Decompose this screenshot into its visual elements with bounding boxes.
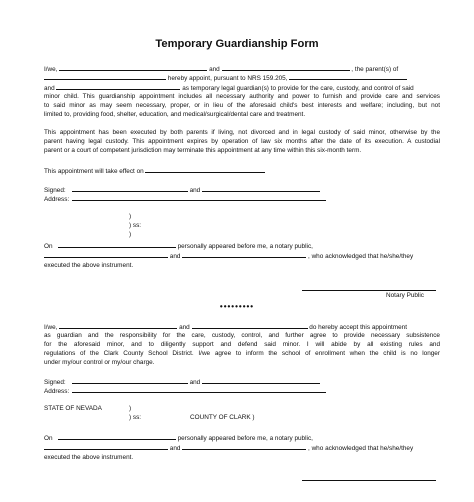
guardian-name-2-blank[interactable] [56, 83, 180, 90]
ss-paren-1: ) [129, 213, 132, 220]
and-label: and [189, 187, 201, 194]
county-label: COUNTY OF CLARK ) [190, 414, 255, 421]
guardian-name-1-blank[interactable] [289, 73, 407, 80]
address-line-1 [44, 194, 440, 204]
address-1-blank[interactable] [72, 194, 326, 201]
notary-names-line-2 [44, 443, 440, 453]
appearing-person-4-blank[interactable] [182, 443, 306, 450]
notary-on-line-2 [44, 433, 440, 443]
effective-date-blank[interactable] [145, 166, 265, 173]
notary-date-1-blank[interactable] [58, 241, 176, 248]
notary-public-label: Notary Public [386, 292, 425, 299]
executed-line-2: executed the above instrument. [44, 454, 134, 461]
and-label: and [169, 253, 181, 260]
notary-names-line-1 [44, 251, 440, 261]
executed-line-1: executed the above instrument. [44, 262, 134, 269]
notary-signature-line-2[interactable] [302, 480, 436, 481]
appearing-person-2-blank[interactable] [182, 251, 306, 258]
p1-line-6: limited to, providing food, shelter, education, and medical/surgical/dental care and treatment. [44, 111, 306, 118]
on-label: On [44, 243, 53, 250]
p1-line-5: to said minor as may seem necessary, proper, or in lieu of the aforesaid child's best interests and welfare; including, but not [44, 102, 440, 109]
notary-signature-line[interactable] [302, 290, 436, 291]
signed-label: Signed: [44, 379, 66, 386]
p1-line-4: minor child. This guardianship appointment includes all necessary authority and power to furnish and provide care and services [44, 93, 440, 100]
venue-paren: ) [129, 405, 132, 412]
and-label: and [189, 379, 201, 386]
notary-date-2-blank[interactable] [58, 433, 176, 440]
state-label: STATE OF NEVADA [44, 405, 102, 412]
address-line-2 [44, 386, 440, 396]
iwe-label: I/we, [44, 66, 58, 73]
ss-label-1: ) ss: [129, 222, 142, 229]
guardian-text: as temporary legal guardian(s) to provide for the care, custody, and control of said [182, 85, 414, 92]
section-divider-stars: ••••••••• [219, 302, 255, 311]
ss-paren-2: ) [129, 231, 132, 238]
address-label: Address: [44, 388, 70, 395]
signature-3-blank[interactable] [72, 377, 188, 384]
signature-4-blank[interactable] [202, 377, 320, 384]
parents-of-label: , the parent(s) of [351, 66, 399, 73]
appearing-person-3-blank[interactable] [44, 443, 168, 450]
and-label: and [44, 85, 55, 92]
accept-text: do hereby accept this appointment [309, 324, 407, 331]
p2-line-3: parent or a court of competent jurisdiction may terminate this appointment at any time within this six-month term. [44, 147, 362, 154]
acknowledged-text: , who acknowledged that he/she/they [308, 445, 414, 452]
p2-line-1: This appointment has been executed by both parents if living, not divorced and in legal custody of said minor, otherwise by the [44, 129, 440, 136]
and-label: and [179, 324, 190, 331]
parent-name-1-blank[interactable] [59, 64, 207, 71]
p3-line-2: as guardian and the responsibility for the care, custody, control, and further agree to provide necessary subsistence [44, 332, 440, 339]
appoint-text: hereby appoint, pursuant to NRS 159.205, [167, 75, 288, 82]
child-name-blank[interactable] [44, 73, 166, 80]
acknowledged-text: , who acknowledged that he/she/they [308, 253, 414, 260]
guardian-accept-2-blank[interactable] [192, 322, 308, 329]
venue-ss-label: ) ss: [129, 414, 142, 421]
signature-1-blank[interactable] [72, 185, 188, 192]
appearing-person-1-blank[interactable] [44, 251, 168, 258]
p3-line-3: for the aforesaid minor, and to diligently support and defend said minor. I will abide by all existing rules and [44, 341, 440, 348]
address-label: Address: [44, 196, 70, 203]
notary-on-line-1 [44, 241, 440, 251]
appeared-text: personally appeared before me, a notary public, [177, 243, 313, 250]
p3-line-5: under my/our control or my/our charge. [44, 359, 155, 366]
parent-name-2-blank[interactable] [222, 64, 350, 71]
appointment-line-2 [44, 73, 440, 83]
p3-line-4: regulations of the Clark County School District. I/we agree to inform the school of enrollment when the child is no longer [44, 350, 440, 357]
address-2-blank[interactable] [72, 386, 326, 393]
effect-label: This appointment will take effect on [44, 168, 144, 175]
appeared-text: personally appeared before me, a notary public, [177, 435, 313, 442]
and-label: and [209, 66, 220, 73]
on-label: On [44, 435, 53, 442]
and-label: and [169, 445, 181, 452]
signed-label: Signed: [44, 187, 66, 194]
signature-2-blank[interactable] [202, 185, 320, 192]
effective-date-line [44, 166, 440, 176]
p2-line-2: parent having legal custody. This appointment expires by operation of law six months after the date of its execution. A custodial [44, 138, 440, 145]
form-title: Temporary Guardianship Form [155, 38, 319, 50]
guardian-accept-1-blank[interactable] [59, 322, 177, 329]
iwe-label: I/we, [44, 324, 58, 331]
